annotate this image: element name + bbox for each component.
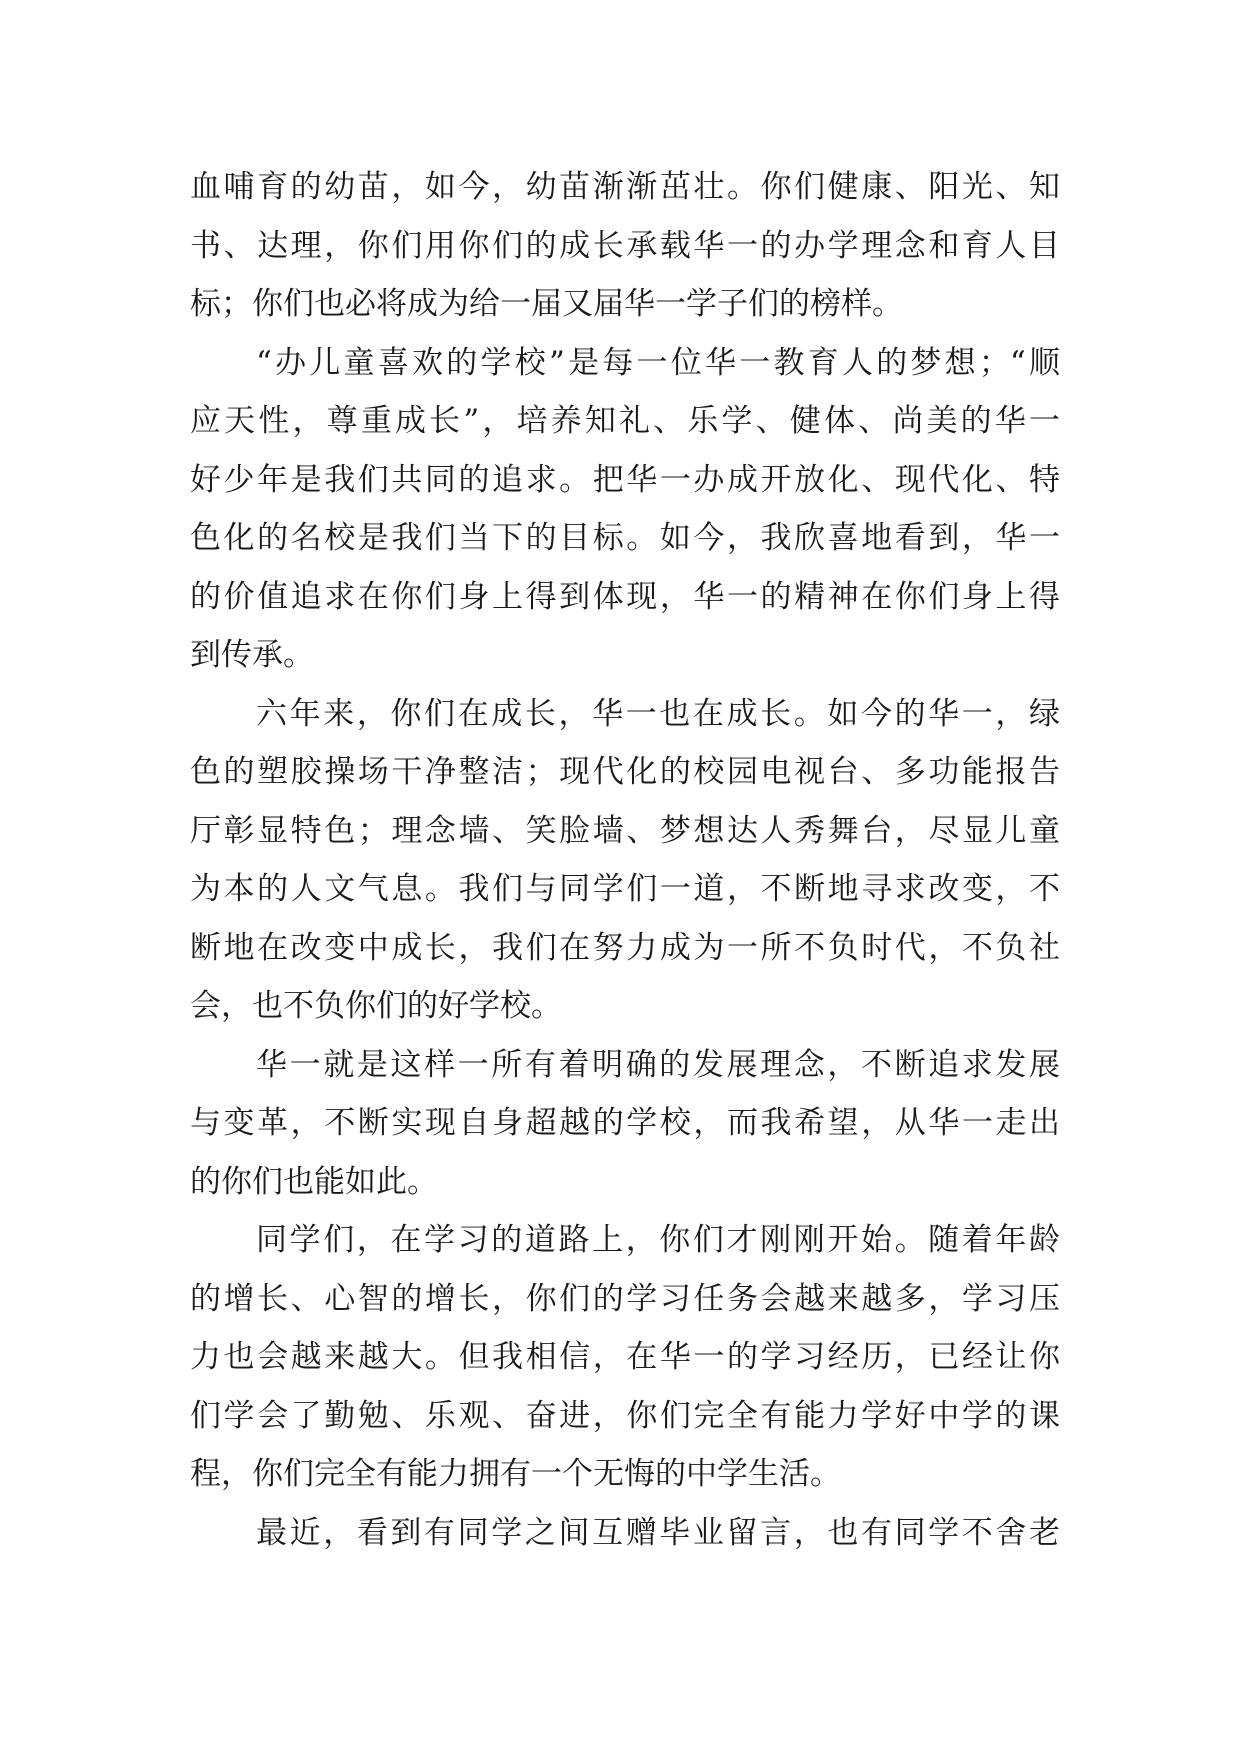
text-line: 色的塑胶操场干净整洁；现代化的校园电视台、多功能报告 (190, 754, 1060, 790)
text-line: 好少年是我们共同的追求。把华一办成开放化、现代化、特 (190, 461, 1060, 498)
text-line: 力也会越来越大。但我相信，在华一的学习经历，已经让你 (190, 1339, 1060, 1375)
text-line: 厅彰显特色；理念墙、笑脸墙、梦想达人秀舞台，尽显儿童 (190, 812, 1060, 849)
text-line: 会，也不负你们的好学校。 (190, 988, 562, 1024)
text-line: 色化的名校是我们当下的目标。如今，我欣喜地看到，华一 (190, 520, 1060, 556)
text-line: 六年来，你们在成长，华一也在成长。如今的华一，绿 (256, 695, 1060, 732)
body-text (190, 158, 1060, 1562)
text-line: 应天性，尊重成长”，培养知礼、乐学、健体、尚美的华一 (190, 403, 1060, 439)
text-line: 的增长、心智的增长，你们的学习任务会越来越多，学习压 (190, 1280, 1060, 1317)
text-line: 断地在改变中成长，我们在努力成为一所不负时代，不负社 (190, 929, 1060, 966)
text-line: 同学们，在学习的道路上，你们才刚刚开始。随着年龄 (256, 1222, 1060, 1258)
text-line: 们学会了勤勉、乐观、奋进，你们完全有能力学好中学的课 (190, 1397, 1060, 1434)
text-line: 的你们也能如此。 (190, 1163, 438, 1200)
text-line: 与变革，不断实现自身超越的学校，而我希望，从华一走出 (190, 1105, 1060, 1141)
text-line: 华一就是这样一所有着明确的发展理念，不断追求发展 (256, 1046, 1060, 1083)
text-line: 的价值追求在你们身上得到体现，华一的精神在你们身上得 (190, 578, 1060, 615)
text-line: 血哺育的幼苗，如今，幼苗渐渐茁壮。你们健康、阳光、知 (190, 169, 1060, 205)
text-line: 最近，看到有同学之间互赠毕业留言，也有同学不舍老 (256, 1514, 1060, 1551)
text-line: 到传承。 (190, 637, 314, 673)
text-line: 程，你们完全有能力拥有一个无悔的中学生活。 (190, 1456, 841, 1492)
text-line: 为本的人文气息。我们与同学们一道，不断地寻求改变，不 (190, 871, 1060, 907)
text-line: “办儿童喜欢的学校”是每一位华一教育人的梦想；“顺 (256, 344, 1060, 381)
text-line: 标；你们也必将成为给一届又届华一学子们的榜样。 (190, 286, 903, 322)
text-line: 书、达理，你们用你们的成长承载华一的办学理念和育人目 (190, 227, 1060, 264)
